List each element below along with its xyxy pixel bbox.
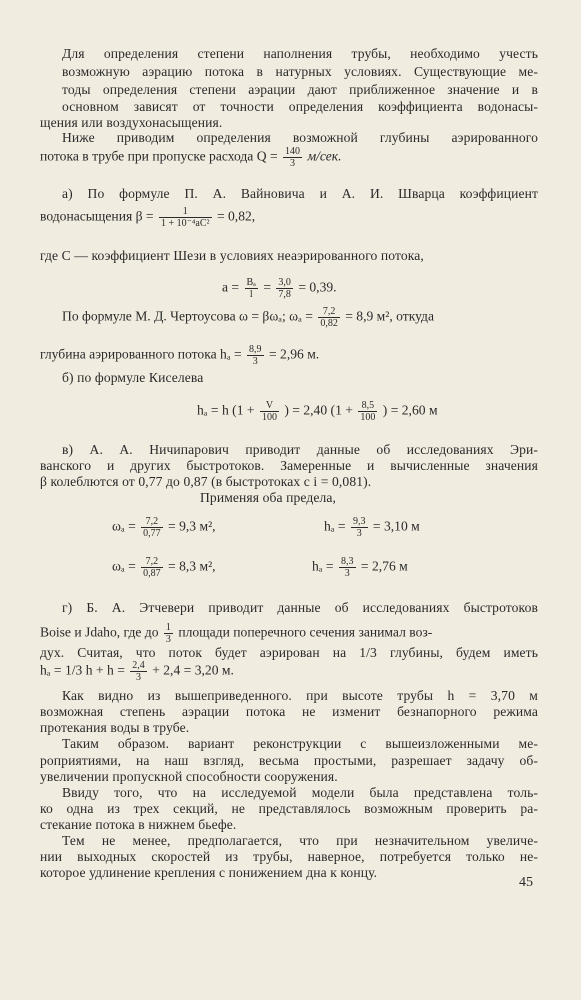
- text-line: Как видно из вышеприведенного. при высоте трубы h = 3,70 м: [62, 688, 538, 703]
- text-line: Тем не менее, предполагается, что при незначительном увеличе-: [62, 833, 538, 848]
- text-line: тоды определения степени аэрации дают приближенное значение и в: [62, 82, 538, 97]
- text-line: ко одна из трех секций, не представлялось возможным проверить ра-: [40, 801, 538, 816]
- equation-beta: водонасыщения β = $\frac{1}{\text{1 + 10⁻⁴aC²}}$ = 0,82,: [40, 206, 256, 229]
- page-number: 45: [519, 875, 533, 890]
- equation-omega-1: ωₐ = $\frac{7,2}{0,77}$ = 9,3 м²,: [112, 516, 216, 539]
- text-line: Таким образом. вариант реконструкции с вышеизложенными ме-: [62, 736, 538, 751]
- text-line: стекание потока в нижнем бьефе.: [40, 817, 237, 832]
- equation-a: a = $\frac{\text{Bₐ}}{l}$ = $\frac{3,0}{7,8}$ = 0,39.: [222, 277, 337, 300]
- equation-chertousov: По формуле М. Д. Чертоусова ω = βωₐ; ωₐ = $\frac{7,2}{0,82}$ = 8,9 м², откуда: [62, 306, 435, 329]
- text-line: Для определения степени наполнения трубы, необходимо учесть: [62, 46, 538, 61]
- equation-omega-2: ωₐ = $\frac{7,2}{0,87}$ = 8,3 м²,: [112, 556, 216, 579]
- text-line: возможная степень аэрации потока не изменит безнапорного режима: [40, 704, 538, 719]
- equation-h-2: hₐ = $\frac{8,3}{3}$ = 2,76 м: [312, 556, 408, 579]
- text-line: дух. Считая, что поток будет аэрирован на 1/3 глубины, будем иметь: [40, 645, 538, 660]
- text-line: а) По формуле П. А. Вайновича и А. И. Шварца коэффициент: [62, 186, 538, 201]
- equation-kiselev: hₐ = h (1 + $\frac{V}{100}$ ) = 2,40 (1 + $\frac{8,5}{100}$ ) = 2,60 м: [197, 400, 438, 423]
- text-line: которое удлинение крепления с понижением дна к концу.: [40, 865, 378, 880]
- text-line: возможную аэрацию потока в натурных условиях. Существующие ме-: [62, 64, 538, 79]
- equation-ha: hₐ = 1/3 h + h = $\frac{2,4}{3}$ + 2,4 = 3,20 м.: [40, 660, 234, 683]
- text-line: б) по формуле Киселева: [62, 370, 204, 385]
- text-line: основном зависят от точности определения коэффициента водонасы-: [62, 99, 538, 114]
- text-line: в) А. А. Ничипарович приводит данные об исследованиях Эри-: [62, 442, 538, 457]
- equation-depth: глубина аэрированного потока hₐ = $\frac{8,9}{3}$ = 2,96 м.: [40, 344, 320, 367]
- text-line: ванского и других быстротоков. Замеренные и вычисленные значения: [40, 458, 538, 473]
- equation-h-1: hₐ = $\frac{9,3}{3}$ = 3,10 м: [324, 516, 420, 539]
- text-line: Ввиду того, что на исследуемой модели была представлена толь-: [62, 785, 538, 800]
- text-line: увеличении пропускной способности сооружения.: [40, 769, 338, 784]
- text-line: нии выходных скоростей из трубы, наверное, потребуется только не-: [40, 849, 538, 864]
- text-line: β колеблются от 0,77 до 0,87 (в быстротоках с i = 0,081).: [40, 474, 372, 489]
- text-line: роприятиями, на наш взгляд, весьма простыми, разрешает задачу об-: [40, 753, 538, 768]
- text-line: протекания воды в трубе.: [40, 720, 190, 735]
- text-line: щения или воздухонасыщения.: [40, 115, 223, 130]
- text-line: Применяя оба предела,: [200, 490, 337, 505]
- equation-boise: Boise и Jdaho, где до $\frac{1}{3}$ площади поперечного сечения занимал воз-: [40, 622, 433, 645]
- text-line: Ниже приводим определения возможной глубины аэрированного: [62, 130, 538, 145]
- text-line: г) Б. А. Этчевери приводит данные об исследованиях быстротоков: [62, 600, 538, 615]
- equation-flow: потока в трубе при пропуске расхода Q = $\frac{140}{3}$ м/сек.: [40, 146, 342, 169]
- text-line: где С — коэффициент Шези в условиях неаэрированного потока,: [40, 248, 424, 263]
